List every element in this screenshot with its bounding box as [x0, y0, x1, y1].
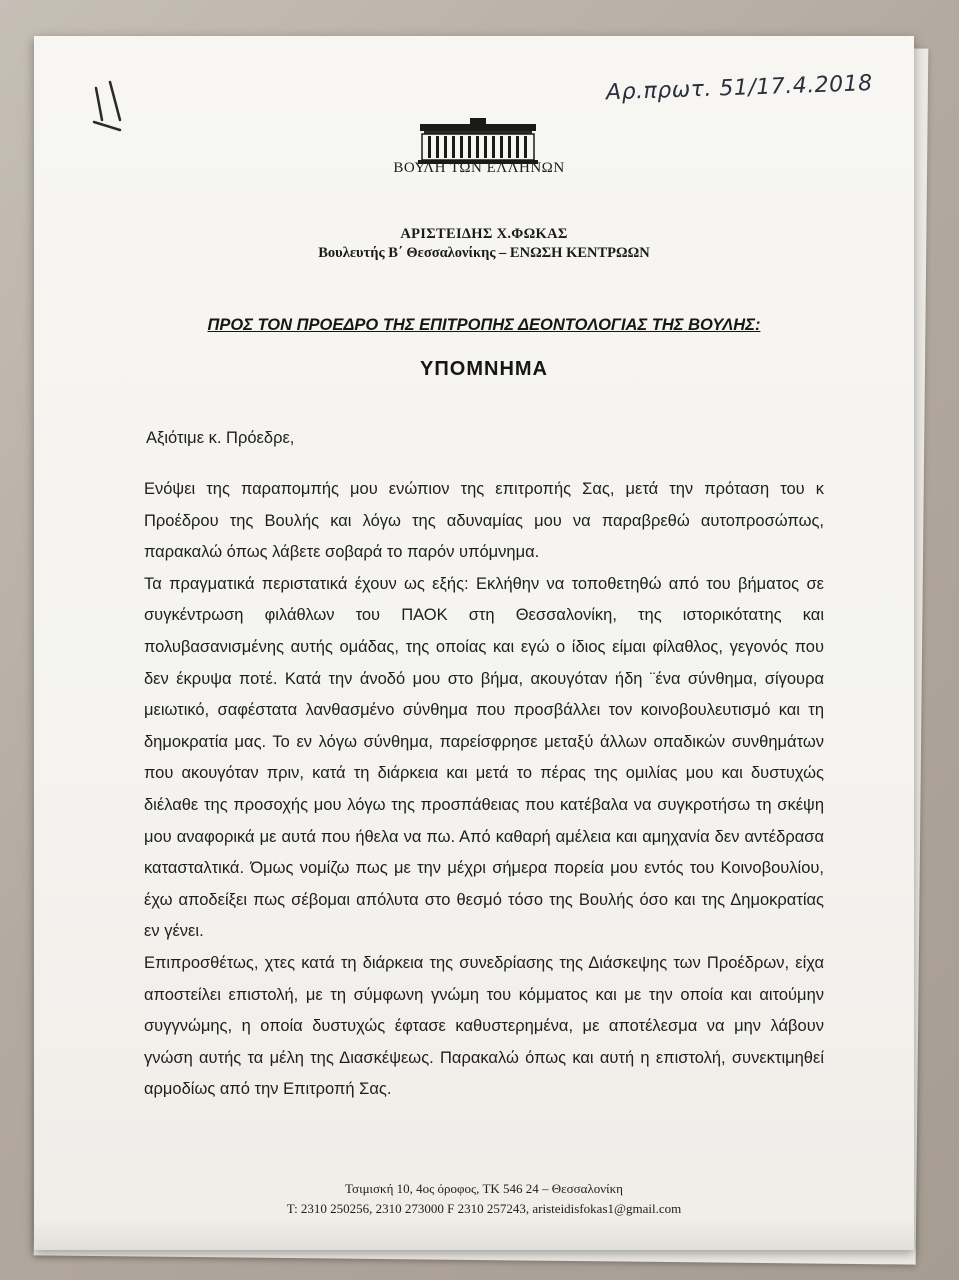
parliament-building-icon	[418, 118, 538, 166]
addressee-heading: ΠΡΟΣ ΤΟΝ ΠΡΟΕΔΡΟ ΤΗΣ ΕΠΙΤΡΟΠΗΣ ΔΕΟΝΤΟΛΟΓΙΑΣ ΤΗΣ ΒΟΥΛΗΣ:	[207, 316, 761, 334]
author-role: Βουλευτής Β΄ Θεσσαλονίκης – ΕΝΩΣΗ ΚΕΝΤΡΩΩΝ	[318, 245, 650, 261]
author-name: ΑΡΙΣΤΕΙΔΗΣ Χ.ΦΩΚΑΣ	[400, 226, 568, 242]
emblem-caption: ΒΟΥΛΗ ΤΩΝ ΕΛΛΗΝΩΝ	[393, 160, 565, 176]
page-shadow	[34, 1220, 914, 1250]
body-text	[144, 474, 824, 1106]
paragraph-3: Επιπροσθέτως, χτες κατά τη διάρκεια της συνεδρίασης της Διάσκεψης των Προέδρων, είχα αποστείλει επιστολή, με τη σύμφωνη γνώμη του κόμματος και με την οποία και αιτούμην συγγνώμης, η οποία δυστυχώς έφτασε καθυστερημένα, με αποτέλεσμα να μην λάβουν γνώση αυτής τα μέλη της Διασκέψεως. Παρακαλώ όπως και αυτή η επιστολή, συνεκτιμηθεί αρμοδίως από την Επιτροπή Σας.	[144, 953, 824, 1099]
paragraph-2: Τα πραγματικά περιστατικά έχουν ως εξής: Εκλήθην να τοποθετηθώ από του βήματος σε συγκέντρωση φιλάθλων του ΠΑΟΚ στη Θεσσαλονίκη, της ιστορικότατης και πολυβασανισμένης αυτής ομάδας, της οποίας και εγώ ο ίδιος είμαι φίλαθλος, γεγονός που δεν έκρυψα ποτέ. Κατά την άνοδό μου στο βήμα, ακουγόταν ήδη ¨ένα σύνθημα, σίγουρα μειωτικό, σαφέστατα λανθασμένο σύνθημα που προσβάλλει τον κοινοβουλευτισμό και τη δημοκρατία μας. Το εν λόγω σύνθημα, παρείσφρησε μεταξύ άλλων οπαδικών συνθημάτων που ακουγόταν πριν, κατά τη διάρκεια και μετά το πέρας της ομιλίας μου και δυστυχώς διέλαθε της προσοχής μου λόγω της προσπάθειας που κατέβαλα να συγκροτήσω τη σκέψη μου αναφορικά με αυτά που ήθελα να πω. Από καθαρή αμέλεια και αμηχανία δεν αντέδρασα κατασταλτικά. Όμως νομίζω πως με την μέχρι σήμερα πορεία μου εντός του Κοινοβουλίου, έχω αποδείξει πως σέβομαι απόλυτα στο θεσμό τόσο της Βουλής όσο και της Δημοκρατίας εν γένει.	[144, 574, 824, 941]
footer	[184, 1179, 784, 1219]
footer-contact: T: 2310 250256, 2310 273000 F 2310 257243, aristeidisfokas1@gmail.com	[286, 1201, 682, 1216]
handwritten-protocol-number: Αρ.πρωτ. 51/17.4.2018	[605, 71, 874, 106]
paragraph-1: Ενόψει της παραπομπής μου ενώπιον της επιτροπής Σας, μετά την πρόταση του κ Προέδρου της Βουλής και λόγω της αδυναμίας μου να παραβρεθώ αυτοπροσώπως, παρακαλώ όπως λάβετε σοβαρά το παρόν υπόμνημα.	[144, 480, 824, 562]
document-page	[34, 36, 914, 1250]
document-title: ΥΠΟΜΝΗΜΑ	[420, 358, 548, 380]
handwritten-tick-marks	[90, 74, 142, 134]
salutation: Αξιότιμε κ. Πρόεδρε,	[146, 429, 295, 447]
footer-address: Τσιμισκή 10, 4ος όροφος, ΤΚ 546 24 – Θεσσαλονίκη	[345, 1181, 623, 1196]
author-block	[234, 226, 734, 262]
